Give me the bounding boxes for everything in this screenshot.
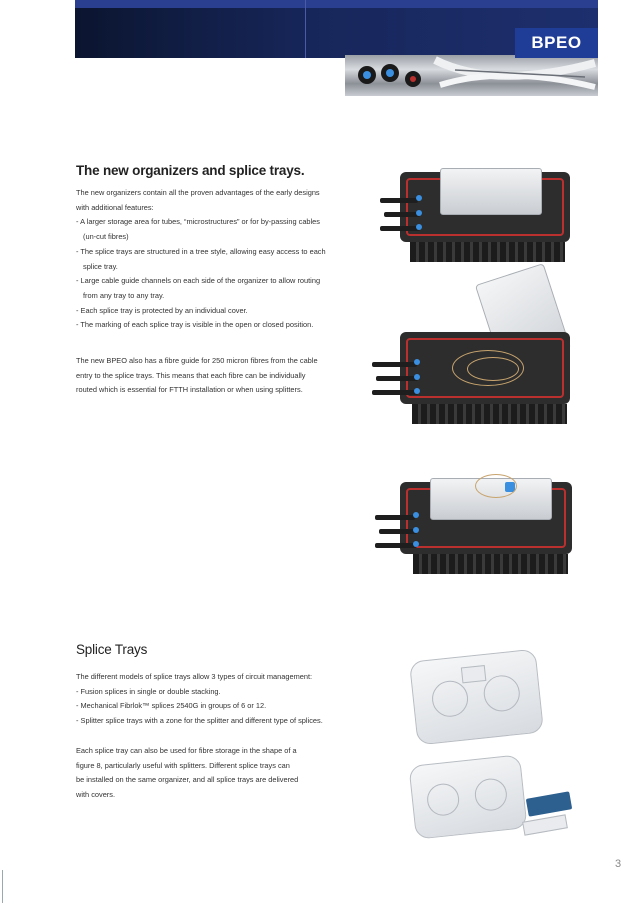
organizer-open-image (372, 262, 582, 432)
bullet-line: - A larger storage area for tubes, “microstructures” or for by-passing cables (76, 217, 320, 227)
bullet-line: - Large cable guide channels on each side of the organizer to allow routing (76, 276, 321, 286)
splice-tray-stack (440, 168, 542, 215)
blue-port (413, 527, 419, 533)
closure-base-ribs (410, 242, 565, 262)
blue-port (416, 224, 422, 230)
closure-base-ribs (413, 554, 568, 574)
splice-trays-paragraph (76, 670, 323, 729)
text-line: The new BPEO also has a fibre guide for 250 micron fibres from the cable (76, 356, 318, 365)
text-line: with covers. (76, 790, 116, 800)
organizers-features-paragraph (76, 186, 326, 333)
cable (380, 226, 420, 231)
bullet-line: - Mechanical Fibrlok™ splices 2540G in groups of 6 or 12. (76, 701, 267, 711)
text-line: Each splice tray can also be used for fibre storage in the shape of a (76, 746, 297, 755)
storage-ring (426, 782, 461, 817)
splice-tray-image-bottom (408, 754, 527, 839)
text-line: The new organizers contain all the proven advantages of the early designs (76, 188, 320, 197)
text-line: routed which is essential for FTTH installation or when using splitters. (76, 385, 303, 395)
fibre-loop (467, 357, 519, 381)
section-title-organizers: The new organizers and splice trays. (76, 163, 305, 178)
bullet-line: - Each splice tray is protected by an individual cover. (76, 305, 248, 315)
fibre-guide-paragraph (76, 354, 318, 398)
cable (372, 362, 417, 367)
cable (372, 390, 418, 395)
cable (375, 515, 415, 520)
bullet-line: - The marking of each splice tray is visible in the open or closed position. (76, 320, 314, 330)
organizer-splitter-image (375, 460, 580, 600)
blue-port (413, 512, 419, 518)
text-line: figure 8, particularly useful with splitters. Different splice trays can (76, 760, 290, 770)
fibre-loop (475, 474, 517, 498)
organizer-closed-image (380, 160, 580, 275)
cable (384, 212, 420, 217)
bullet-continuation: (un-cut fibres) (83, 232, 129, 242)
storage-ring (430, 679, 470, 719)
banner-product-photo (345, 55, 598, 96)
brand-badge (515, 28, 598, 58)
mechanical-splice-array (522, 814, 568, 835)
bullet-continuation: from any tray to any tray. (83, 290, 165, 300)
cable (379, 529, 417, 534)
bullet-line: - Fusion splices in single or double stacking. (76, 686, 221, 696)
blue-port (414, 388, 420, 394)
text-line: be installed on the same organizer, and all splice trays are delivered (76, 775, 299, 785)
storage-ring (482, 674, 522, 714)
banner-divider (305, 0, 306, 58)
text-line: The different models of splice trays allow 3 types of circuit management: (76, 672, 313, 681)
section-title-splice-trays: Splice Trays (76, 642, 148, 657)
blue-port (416, 195, 422, 201)
splice-tray-image-top (409, 649, 544, 746)
header-banner (75, 0, 598, 96)
page-edge-line (2, 870, 3, 903)
blue-port (414, 359, 420, 365)
cable (375, 543, 417, 548)
cable (380, 198, 418, 203)
blue-port (416, 210, 422, 216)
cable (376, 376, 418, 381)
splice-holder (461, 665, 487, 683)
blue-port (413, 541, 419, 547)
closure-base-ribs (412, 404, 567, 424)
storage-ring (473, 777, 508, 812)
banner-closure-illustration (345, 55, 598, 96)
bullet-line: - Splitter splice trays with a zone for the splitter and different type of splices. (76, 716, 323, 726)
text-line: with additional features: (76, 202, 154, 212)
blue-port (414, 374, 420, 380)
bullet-line: - The splice trays are structured in a tree style, allowing easy access to each (76, 246, 326, 256)
brand-label: BPEO (531, 33, 582, 52)
text-line: entry to the splice trays. This means that each fibre can be individually (76, 370, 306, 380)
splitter-module (526, 791, 572, 816)
page-number: 3 (615, 858, 622, 870)
bullet-continuation: splice tray. (83, 261, 118, 271)
fibre-storage-paragraph (76, 744, 298, 803)
banner-top-strip (75, 0, 598, 8)
